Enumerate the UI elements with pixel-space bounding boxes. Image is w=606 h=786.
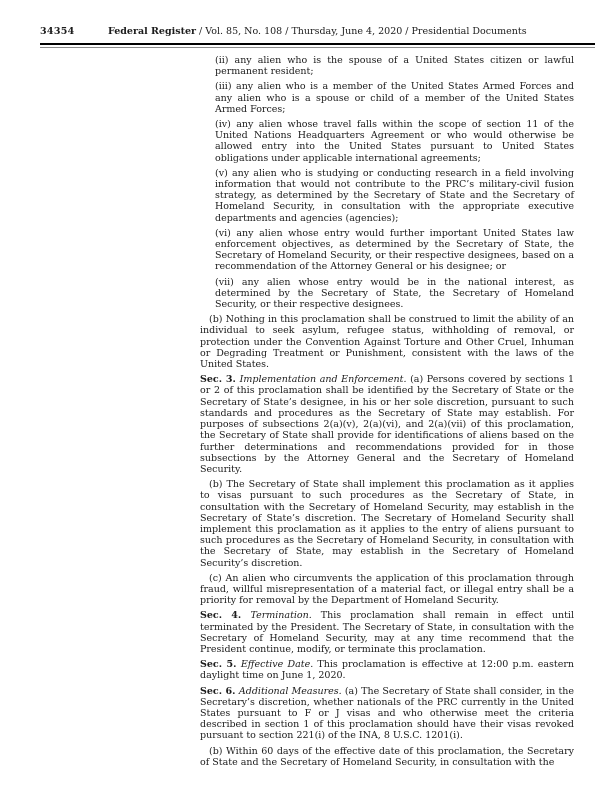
clause-vii: (vii) any alien whose entry would be in the national interest, as determined by the Secretary of State, the Secretary of Homeland Security, or their respective designees.	[215, 276, 574, 311]
clause-vi: (vi) any alien whose entry would further important United States law enforcement objectives, as determined by the Secretary of State, the Secretary of Homeland Security, or their respective designees, based on a recommendation of the Attorney General or his designee; or	[215, 227, 574, 273]
section-3-label: Sec. 3.	[200, 374, 240, 386]
section-6: Sec. 6. Additional Measures. (a) The Secretary of State shall consider, in the Secretary’s discretion, whether nationals of the PRC currently in the United States pursuant to F or J visas and who otherwise meet the criteria described in section 1 of this proclamation should have their visas revoked pursuant to section 221(i) of the INA, 8 U.S.C. 1201(i).	[200, 685, 575, 742]
section-3-c: (c) An alien who circumvents the application of this proclamation through fraud, willful misrepresentation of a material fact, or illegal entry shall be a priority for removal by the Department of Homeland Security.	[200, 572, 574, 607]
section-4: Sec. 4. Termination. This proclamation shall remain in effect until terminated by the President. The Secretary of State, in consultation with the Secretary of Homeland Security, may at any time recommend that the President continue, modify, or terminate this proclamation.	[200, 610, 575, 655]
document-body	[200, 55, 574, 772]
section-6-label: Sec. 6.	[200, 685, 239, 697]
section-5-label: Sec. 5.	[200, 659, 241, 671]
section-3-title: Implementation and Enforcement.	[239, 374, 411, 386]
section-6-b: (b) Within 60 days of the effective date of this proclamation, the Secretary of State and the Secretary of Homeland Security, in consultation with the	[200, 745, 574, 768]
section-3-b: (b) The Secretary of State shall implement this proclamation as it applies to visas pursuant to such procedures as the Secretary of State, in consultation with the Secretary of Homeland Security, may establish in the Secretary of State’s discretion. The Secretary of Homeland Security shall implement this proclamation as it applies to the entry of aliens pursuant to such procedures as the Secretary of Homeland Security, in consultation with the Secretary of State, may establish in the Secretary of Homeland Security’s discretion.	[200, 479, 574, 569]
page-header	[40, 26, 594, 38]
section-4-title: Termination.	[250, 610, 321, 622]
issue-info: / Vol. 85, No. 108 / Thursday, June 4, 2020 / Presidential Documents	[199, 26, 527, 37]
clause-iii: (iii) any alien who is a member of the United States Armed Forces and any alien who is a spouse or child of a member of the United States Armed Forces;	[215, 81, 574, 115]
header-rule	[40, 43, 595, 48]
section-5: Sec. 5. Effective Date. This proclamation is effective at 12:00 p.m. eastern daylight time on June 1, 2020.	[200, 659, 575, 682]
section-4-label: Sec. 4.	[200, 610, 251, 622]
clause-iv: (iv) any alien whose travel falls within the scope of section 11 of the United Nations Headquarters Agreement or who would otherwise be allowed entry into the United States pursuant to United States obligations under applicable international agreements;	[215, 119, 574, 164]
clause-v: (v) any alien who is studying or conducting research in a field involving information that would not contribute to the PRC’s military-civil fusion strategy, as determined by the Secretary of State and the Secretary of Homeland Security, in consultation with the appropriate executive departments and agencies (agencies);	[215, 167, 574, 224]
section-3: Sec. 3. Implementation and Enforcement. (a) Persons covered by sections 1 or 2 of this proclamation shall be identified by the Secretary of State or the Secretary of State’s designee, in his or her sole discretion, pursuant to such standards and procedures as the Secretary of State may establish. For purposes of subsections 2(a)(v), 2(a)(vi), and 2(a)(vii) of this proclamation, the Secretary of State shall provide for identifications of aliens based on the further determinations and recommendations provided for in those subsections by the Attorney General and the Secretary of Homeland Security.	[200, 374, 574, 475]
section-6-title: Additional Measures.	[238, 685, 345, 697]
clause-ii: (ii) any alien who is the spouse of a United States citizen or lawful permanent resident;	[215, 55, 574, 78]
paragraph-b-limit: (b) Nothing in this proclamation shall be construed to limit the ability of an individual to seek asylum, refugee status, withholding of removal, or protection under the Convention Against Torture and Other Cruel, Inhuman or Degrading Treatment or Punishment, consistent with the laws of the United States.	[200, 314, 574, 371]
section-5-title: Effective Date.	[240, 659, 318, 671]
publication-name: Federal Register	[108, 26, 197, 37]
page-number: 34354	[40, 26, 75, 37]
